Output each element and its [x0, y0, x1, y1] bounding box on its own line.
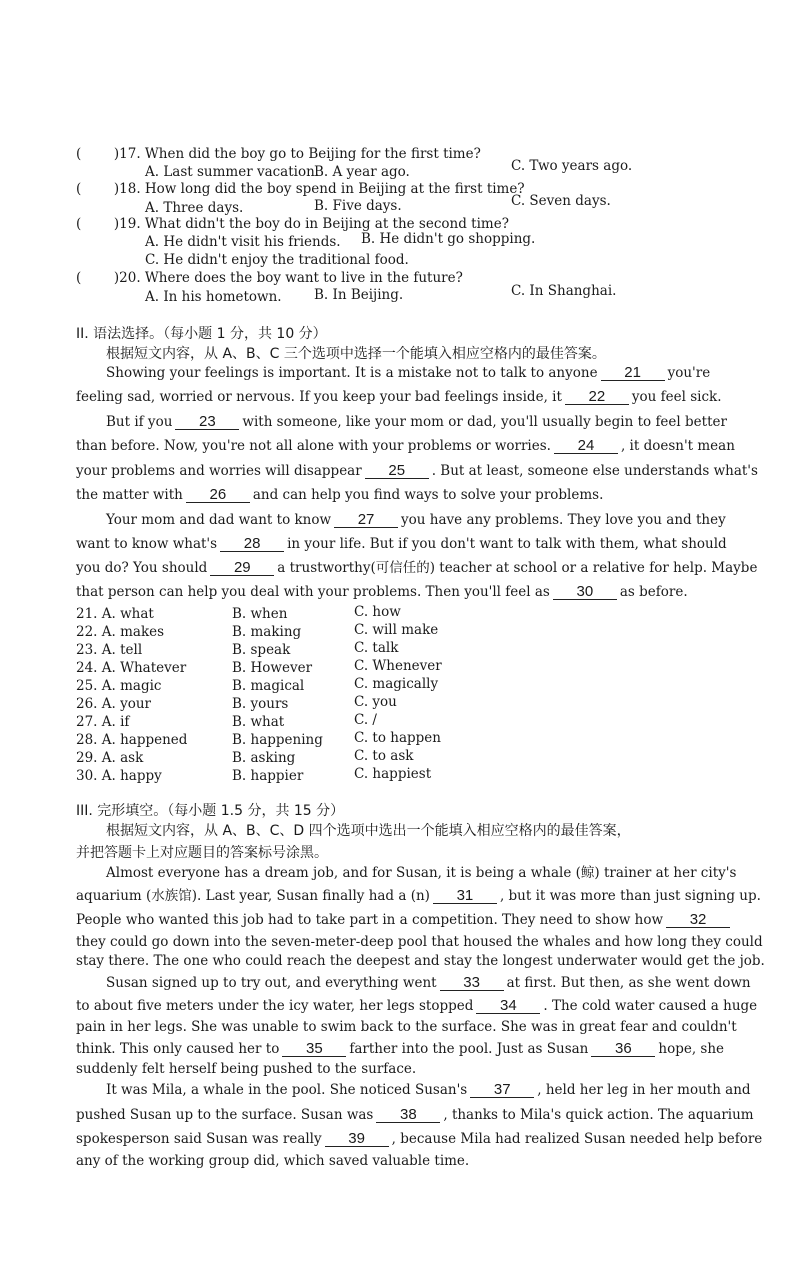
- option-c: C. to happen: [354, 730, 441, 746]
- passage-line: any of the working group did, which saved valuable time.: [76, 1153, 470, 1169]
- option-b: B. yours: [232, 696, 289, 712]
- blank-36[interactable]: 36: [591, 1041, 655, 1057]
- passage-line: pain in her legs. She was unable to swim back to the surface. She was in great fear and couldn't: [76, 1019, 737, 1035]
- section-heading: II. 语法选择。（每小题 1 分，共 10 分）: [76, 326, 327, 342]
- blank-26[interactable]: 26: [186, 487, 250, 503]
- question-18: [76, 181, 525, 197]
- passage-line: Your mom and dad want to know 27 you have any problems. They love you and they: [106, 511, 726, 528]
- option-b: B. happier: [232, 768, 304, 784]
- option-b: B. when: [232, 606, 288, 622]
- answer-paren[interactable]: (: [76, 146, 82, 162]
- blank-33[interactable]: 33: [440, 975, 504, 991]
- passage-line: It was Mila, a whale in the pool. She noticed Susan's 37 , held her leg in her mouth and: [106, 1081, 751, 1098]
- option-a: 29. A. ask: [76, 750, 144, 766]
- option-a: 27. A. if: [76, 714, 130, 730]
- option-b: B. However: [232, 660, 313, 676]
- option-b: B. asking: [232, 750, 296, 766]
- option-a: 21. A. what: [76, 606, 154, 622]
- passage-line: the matter with 26 and can help you find ways to solve your problems.: [76, 486, 604, 503]
- question-19: [76, 216, 509, 232]
- answer-paren[interactable]: (: [76, 181, 82, 197]
- option-a: A. In his hometown.: [145, 289, 282, 305]
- section-instruction: 并把答题卡上对应题目的答案标号涂黑。: [76, 845, 328, 861]
- passage-line: that person can help you deal with your problems. Then you'll feel as 30 as before.: [76, 583, 688, 600]
- option-c: C. Two years ago.: [511, 158, 633, 174]
- passage-line: People who wanted this job had to take part in a competition. They need to show how 32: [76, 911, 733, 929]
- passage-line: think. This only caused her to 35 farther into the pool. Just as Susan 36 hope, she: [76, 1040, 725, 1057]
- option-a: 24. A. Whatever: [76, 660, 187, 676]
- passage-line: pushed Susan up to the surface. Susan was 38 , thanks to Mila's quick action. The aquarium: [76, 1106, 754, 1123]
- option-c: C. how: [354, 604, 401, 620]
- passage-line: than before. Now, you're not all alone with your problems or worries. 24 , it doesn't mean: [76, 437, 735, 454]
- option-a: 28. A. happened: [76, 732, 188, 748]
- passage-line: But if you 23 with someone, like your mom or dad, you'll usually begin to feel better: [106, 413, 727, 430]
- passage-line: Almost everyone has a dream job, and for Susan, it is being a whale (鲸) trainer at her city's: [106, 865, 737, 881]
- option-c: C. Seven days.: [511, 193, 611, 209]
- question-text: )20. Where does the boy want to live in the future?: [113, 270, 463, 286]
- blank-30[interactable]: 30: [553, 584, 617, 600]
- question-text: )18. How long did the boy spend in Beijing at the first time?: [113, 181, 525, 197]
- passage-line: to about five meters under the icy water, her legs stopped 34 . The cold water caused a huge: [76, 997, 758, 1014]
- section-instruction: 根据短文内容，从 A、B、C、D 四个选项中选出一个能填入相应空格内的最佳答案，: [106, 823, 631, 839]
- passage-line: stay there. The one who could reach the deepest and stay the longest underwater would get the job.: [76, 953, 765, 969]
- option-c: C. /: [354, 712, 377, 728]
- blank-32[interactable]: 32: [666, 912, 730, 928]
- option-c: C. Whenever: [354, 658, 442, 674]
- option-a: A. He didn't visit his friends.: [145, 234, 341, 250]
- passage-line: feeling sad, worried or nervous. If you keep your bad feelings inside, it 22 you feel sick.: [76, 388, 722, 405]
- option-c: C. you: [354, 694, 397, 710]
- option-b: B. A year ago.: [314, 164, 410, 180]
- option-a: 25. A. magic: [76, 678, 162, 694]
- passage-line: they could go down into the seven-meter-deep pool that housed the whales and how long they could: [76, 934, 763, 950]
- answer-paren[interactable]: (: [76, 270, 82, 286]
- blank-34[interactable]: 34: [476, 998, 540, 1014]
- blank-38[interactable]: 38: [376, 1107, 440, 1123]
- option-b: B. magical: [232, 678, 305, 694]
- blank-28[interactable]: 28: [220, 536, 284, 552]
- blank-31[interactable]: 31: [433, 888, 497, 904]
- section-instruction: 根据短文内容，从 A、B、C 三个选项中选择一个能填入相应空格内的最佳答案。: [106, 346, 606, 362]
- blank-24[interactable]: 24: [554, 438, 618, 454]
- blank-22[interactable]: 22: [565, 389, 629, 405]
- option-a: 23. A. tell: [76, 642, 143, 658]
- option-c: C. He didn't enjoy the traditional food.: [145, 252, 409, 268]
- section-heading: III. 完形填空。（每小题 1.5 分，共 15 分）: [76, 803, 345, 819]
- passage-line: your problems and worries will disappear 25 . But at least, someone else understands what's: [76, 462, 758, 479]
- blank-27[interactable]: 27: [334, 512, 398, 528]
- blank-39[interactable]: 39: [325, 1131, 389, 1147]
- option-c: C. talk: [354, 640, 399, 656]
- option-a: 30. A. happy: [76, 768, 162, 784]
- blank-35[interactable]: 35: [282, 1041, 346, 1057]
- option-b: B. He didn't go shopping.: [361, 231, 536, 247]
- passage-line: want to know what's 28 in your life. But if you don't want to talk with them, what should: [76, 535, 727, 552]
- option-c: C. In Shanghai.: [511, 283, 617, 299]
- question-17: [76, 146, 481, 162]
- blank-37[interactable]: 37: [470, 1082, 534, 1098]
- passage-line: aquarium (水族馆). Last year, Susan finally had a (n) 31 , but it was more than just signing up.: [76, 887, 761, 904]
- passage-line: you do? You should 29 a trustworthy(可信任的) teacher at school or a relative for help. Maybe: [76, 559, 758, 576]
- passage-line: suddenly felt herself being pushed to the surface.: [76, 1061, 417, 1077]
- passage-line: spokesperson said Susan was really 39 , because Mila had realized Susan needed help before: [76, 1130, 763, 1147]
- option-c: C. magically: [354, 676, 439, 692]
- question-20: [76, 270, 463, 286]
- question-text: )17. When did the boy go to Beijing for the first time?: [113, 146, 481, 162]
- option-b: B. In Beijing.: [314, 287, 404, 303]
- option-a: A. Three days.: [145, 200, 244, 216]
- option-b: B. Five days.: [314, 198, 402, 214]
- blank-23[interactable]: 23: [175, 414, 239, 430]
- answer-paren[interactable]: (: [76, 216, 82, 232]
- option-b: B. what: [232, 714, 285, 730]
- passage-line: Susan signed up to try out, and everything went 33 at first. But then, as she went down: [106, 974, 751, 991]
- option-a: A. Last summer vacation.: [145, 164, 320, 180]
- option-c: C. to ask: [354, 748, 414, 764]
- option-b: B. speak: [232, 642, 291, 658]
- option-b: B. making: [232, 624, 302, 640]
- option-a: 26. A. your: [76, 696, 151, 712]
- blank-21[interactable]: 21: [601, 365, 665, 381]
- option-c: C. will make: [354, 622, 439, 638]
- question-text: )19. What didn't the boy do in Beijing at the second time?: [113, 216, 509, 232]
- blank-29[interactable]: 29: [210, 560, 274, 576]
- option-b: B. happening: [232, 732, 323, 748]
- option-c: C. happiest: [354, 766, 432, 782]
- passage-line: Showing your feelings is important. It is a mistake not to talk to anyone 21 you're: [106, 364, 711, 381]
- option-a: 22. A. makes: [76, 624, 165, 640]
- blank-25[interactable]: 25: [365, 463, 429, 479]
